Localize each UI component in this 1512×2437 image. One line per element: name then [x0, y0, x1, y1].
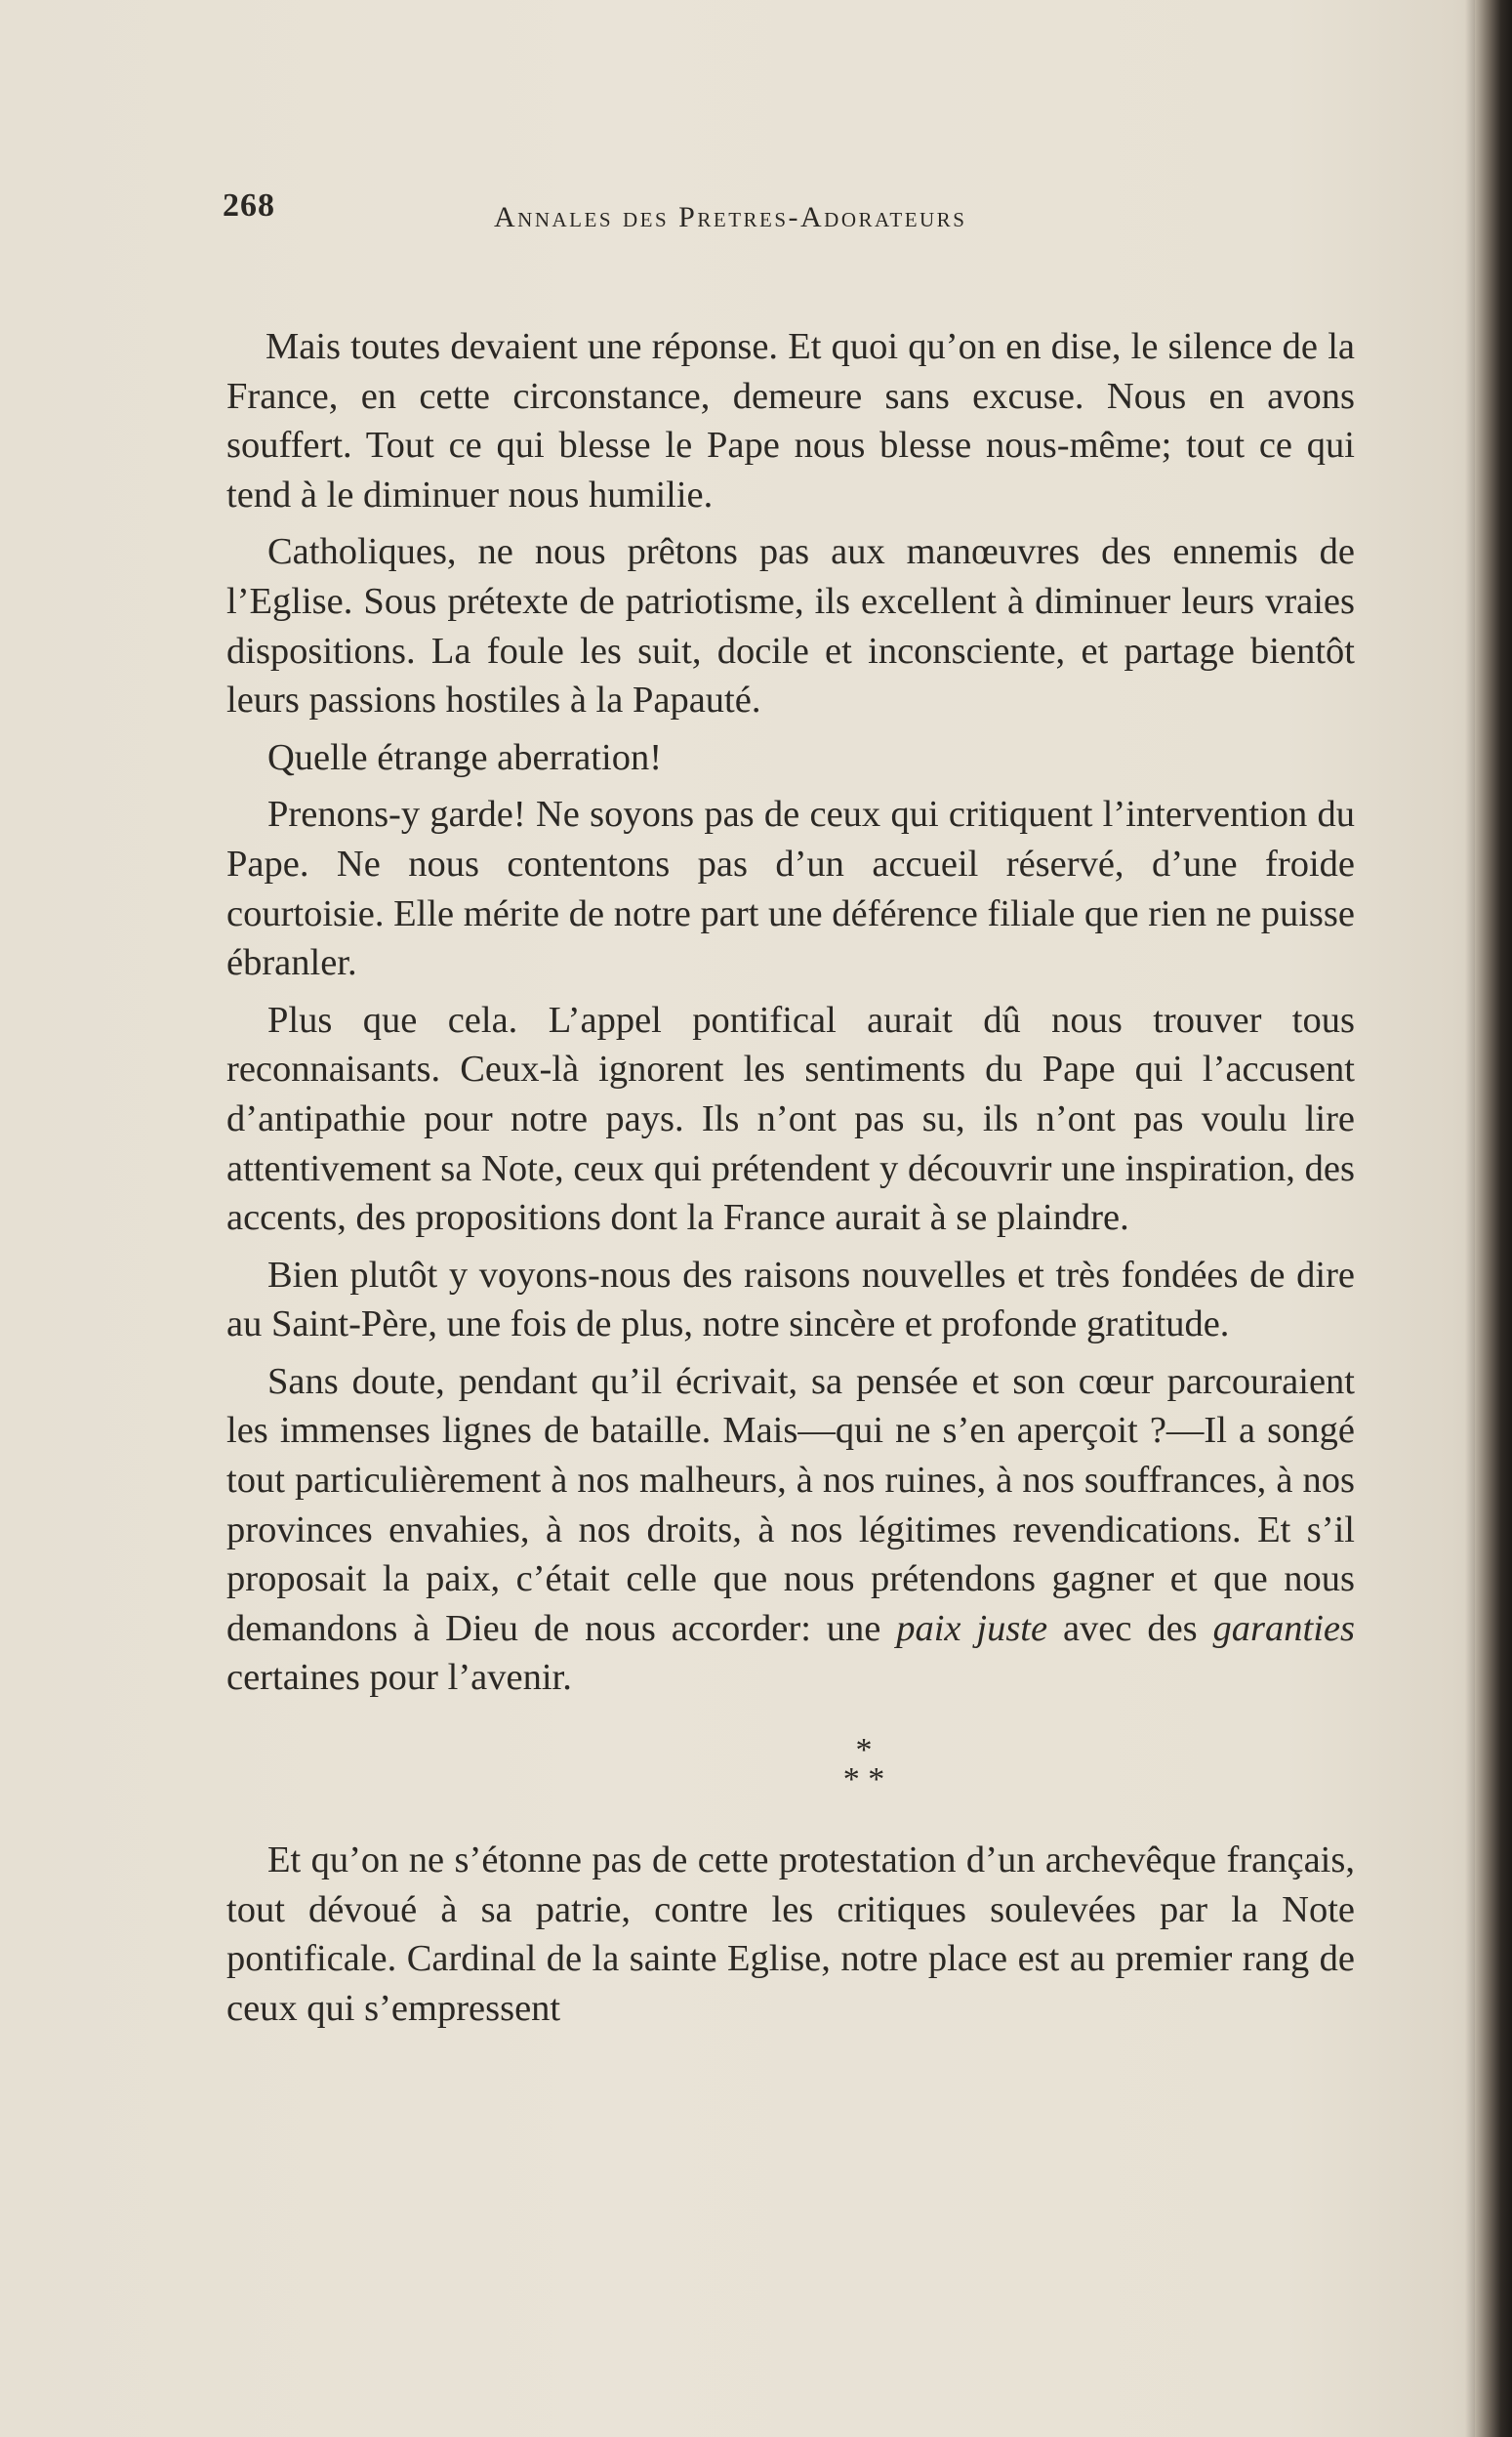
binding-shadow — [1475, 0, 1512, 2437]
paragraph: Catholiques, ne nous prêtons pas aux manœuvres des ennemis de l’Eglise. Sous prétexte de patriotisme, ils excellent à diminuer leurs vraies dispositions. La foule les suit, docile et inconsciente, et partage bientôt leurs passions hostiles à la Papauté. — [226, 531, 1355, 722]
asterism-separator — [226, 1732, 1355, 1798]
emphasis-paix-juste: paix juste — [896, 1607, 1048, 1649]
paragraph: Bien plutôt y voyons-nous des raisons nouvelles et très fondées de dire au Saint-Père, une fois de plus, notre sincère et profonde gratitude. — [226, 1254, 1355, 1345]
running-head — [223, 187, 1355, 236]
paragraph: Quelle étrange aberration! — [267, 736, 663, 778]
paragraph-text: Sans doute, pendant qu’il écrivait, sa pensée et son cœur parcouraient les immenses lignes de bataille. Mais—qui ne s’en aperçoit ?—Il a songé tout particulièrement à nos malheurs, à nos ruines, à nos souffrances, à nos provinces envahies, à nos droits, à nos légitimes revendications. Et s’il proposait la paix, c’était celle que nous prétendons gagner et que nous demandons à Dieu de nous accorder: une — [226, 1360, 1355, 1649]
running-title: Annales des Pretres-Adorateurs — [494, 201, 967, 233]
binding-edge — [1465, 0, 1475, 2437]
paragraph: Prenons-y garde! Ne soyons pas de ceux qui critiquent l’intervention du Pape. Ne nous contentons pas d’un accueil réservé, d’une froide courtoisie. Elle mérite de notre part une déférence filiale que rien ne puisse ébranler. — [226, 794, 1355, 984]
body-text — [226, 322, 1355, 2041]
paragraph — [226, 1357, 1355, 1703]
asterism-top: * — [855, 1732, 873, 1769]
paragraph: Mais toutes devaient une réponse. Et quoi qu’on en dise, le silence de la France, en cette circonstance, demeure sans excuse. Nous en avons souffert. Tout ce qui blesse le Pape nous blesse nous-même; tout ce qui tend à le diminuer nous humilie. — [226, 326, 1355, 516]
asterism-bottom: * * — [842, 1761, 885, 1798]
page-number: 268 — [223, 187, 275, 224]
paragraph: Et qu’on ne s’étonne pas de cette protestation d’un archevêque français, tout dévoué à sa patrie, contre les critiques soulevées par la Note pontificale. Cardinal de la sainte Eglise, notre place est au premier rang de ceux qui s’empressent — [226, 1839, 1355, 2029]
paragraph: Plus que cela. L’appel pontifical aurait dû nous trouver tous reconnaisants. Ceux-là ignorent les sentiments du Pape qui l’accusent d’antipathie pour notre pays. Ils n’ont pas su, ils n’ont pas voulu lire attentivement sa Note, ceux qui prétendent y découvrir une inspiration, des accents, des propositions dont la France aurait à se plaindre. — [226, 999, 1355, 1239]
emphasis-garanties: garanties — [1212, 1607, 1355, 1649]
paragraph-text: certaines pour l’avenir. — [226, 1657, 572, 1699]
paragraph-text: avec des — [1047, 1607, 1213, 1649]
